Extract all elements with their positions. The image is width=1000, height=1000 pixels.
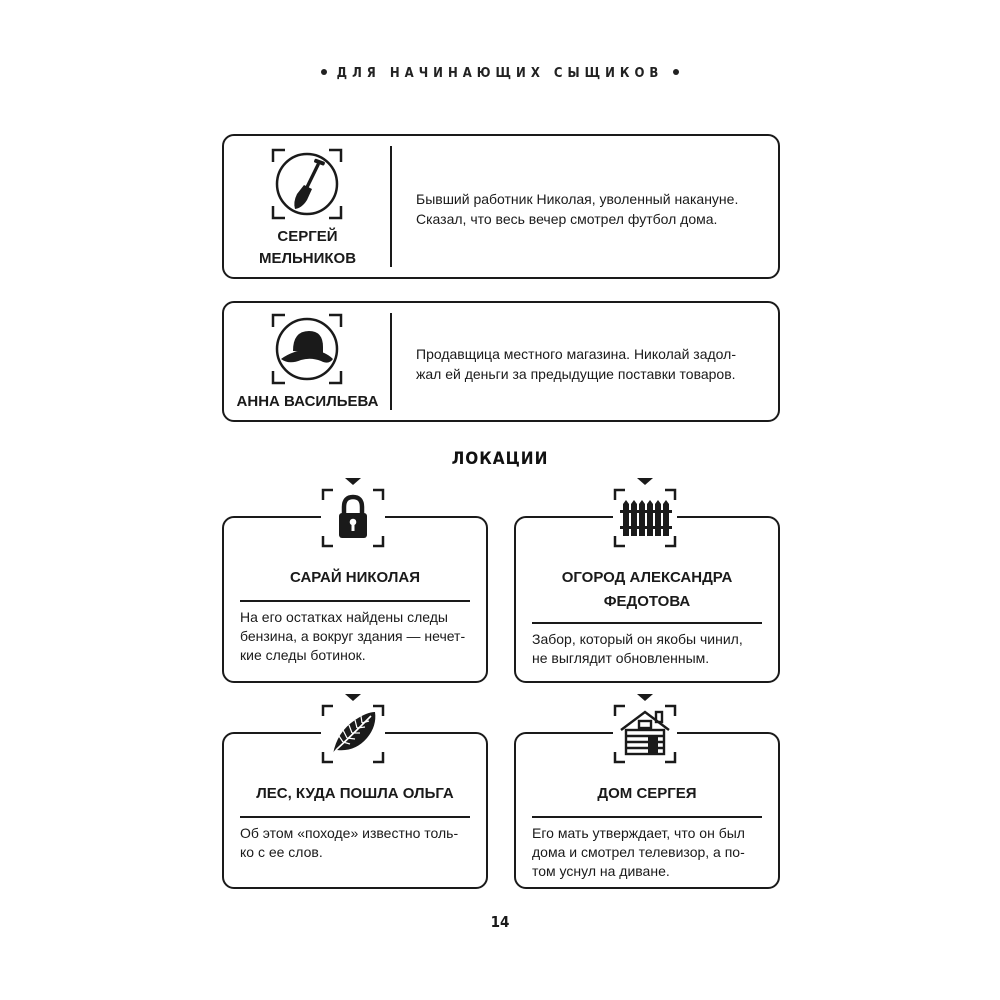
hat-icon (271, 313, 343, 385)
location-text-line: дома и смотрел телевизор, а по- (532, 844, 745, 860)
running-head (0, 66, 1000, 81)
title-rule (240, 816, 470, 818)
running-title: ДЛЯ НАЧИНАЮЩИХ СЫЩИКОВ (336, 66, 664, 81)
location-title-line: САРАЙ НИКОЛАЯ (290, 569, 420, 586)
suspect-name-line: АННА ВАСИЛЬЕВА (236, 393, 379, 410)
description-line: Продавщица местного магазина. Николай задол- (416, 346, 736, 362)
location-text-line: том уснул на диване. (532, 863, 670, 879)
location-title (224, 782, 486, 806)
location-text-line: На его остатках найдены следы (240, 609, 448, 625)
location-text-line: Забор, который он якобы чинил, (532, 631, 743, 647)
location-title-line: ФЕДОТОВА (603, 593, 691, 610)
location-title-line: ДОМ СЕРГЕЯ (597, 785, 697, 802)
title-rule (532, 622, 762, 624)
section-title-locations: ЛОКАЦИИ (451, 449, 549, 469)
suspect-name-line: МЕЛЬНИКОВ (258, 250, 357, 267)
description-line: жал ей деньги за предыдущие поставки товаров. (416, 366, 736, 382)
description-line: Сказал, что весь вечер смотрел футбол дома. (416, 211, 718, 227)
location-text-line: ко с ее слов. (240, 844, 323, 860)
location-text (532, 824, 764, 881)
location-title-line: ЛЕС, КУДА ПОШЛА ОЛЬГА (256, 785, 454, 802)
log-house-icon (609, 692, 681, 766)
suspect-identity (224, 303, 391, 420)
title-rule (240, 600, 470, 602)
suspect-description (416, 344, 766, 384)
description-line: Бывший работник Николая, уволенный накануне. (416, 191, 739, 207)
bullet-dot-right (673, 69, 679, 75)
card-divider (390, 146, 392, 267)
card-divider (390, 313, 392, 410)
title-rule (532, 816, 762, 818)
location-text (240, 608, 472, 665)
location-title (516, 566, 778, 614)
location-text-line: Его мать утверждает, что он был (532, 825, 745, 841)
suspect-card-sergey (222, 134, 780, 279)
location-title (516, 782, 778, 806)
padlock-icon (317, 476, 389, 550)
location-title (224, 566, 486, 590)
location-title-line: ОГОРОД АЛЕКСАНДРА (561, 569, 733, 586)
location-text (532, 630, 764, 668)
suspect-identity (224, 136, 391, 277)
suspect-description (416, 189, 766, 229)
bullet-dot-left (321, 69, 327, 75)
location-text-line: бензина, а вокруг здания — нечет- (240, 628, 466, 644)
suspect-name (224, 391, 391, 413)
page-number: 14 (490, 913, 510, 931)
suspect-name (224, 226, 391, 270)
suspect-name-line: СЕРГЕЙ (277, 228, 338, 245)
suspect-card-anna (222, 301, 780, 422)
location-text-line: кие следы ботинок. (240, 647, 366, 663)
location-text-line: Об этом «походе» известно толь- (240, 825, 459, 841)
fence-icon (609, 476, 681, 550)
shovel-icon (271, 148, 343, 220)
location-text-line: не выглядит обновленным. (532, 650, 710, 666)
leaf-icon (317, 692, 389, 766)
location-text (240, 824, 472, 862)
